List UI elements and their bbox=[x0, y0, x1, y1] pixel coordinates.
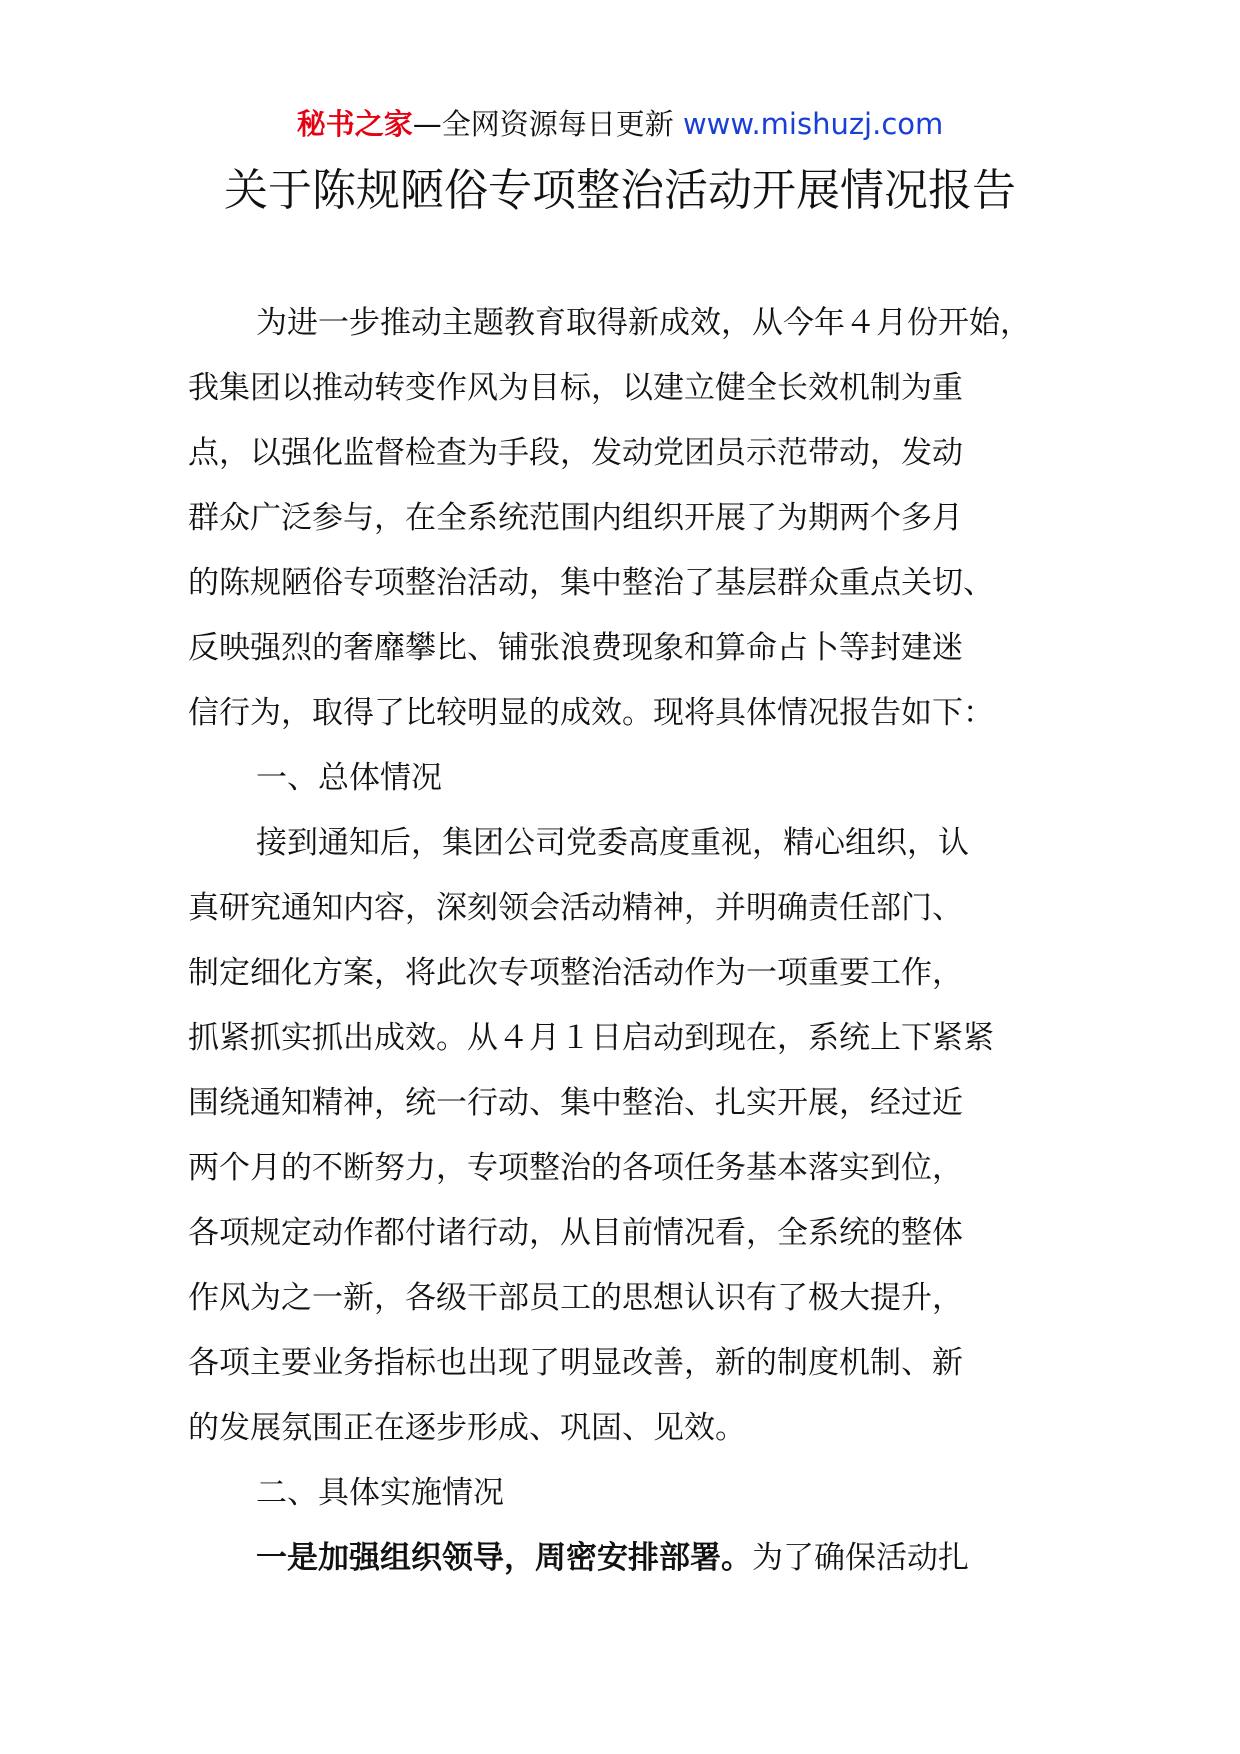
body-line: 为进一步推动主题教育取得新成效，从今年４月份开始， bbox=[256, 305, 1031, 341]
site-url: www.mishuzj.com bbox=[682, 107, 944, 141]
body-line: 各项主要业务指标也出现了明显改善，新的制度机制、新 bbox=[188, 1345, 963, 1381]
header-tagline: 全网资源每日更新 bbox=[441, 107, 683, 141]
body-line: 围绕通知精神，统一行动、集中整治、扎实开展，经过近 bbox=[188, 1085, 963, 1121]
body-line: 真研究通知内容，深刻领会活动精神，并明确责任部门、 bbox=[188, 890, 963, 926]
section-heading-overview: 一、总体情况 bbox=[256, 760, 442, 796]
document-title: 关于陈规陋俗专项整治活动开展情况报告 bbox=[224, 165, 1016, 216]
body-line: 各项规定动作都付诸行动，从目前情况看，全系统的整体 bbox=[188, 1215, 963, 1251]
body-line: 我集团以推动转变作风为目标，以建立健全长效机制为重 bbox=[188, 370, 963, 406]
brand-name: 秘书之家 bbox=[296, 107, 413, 141]
document-body bbox=[188, 291, 1088, 1591]
section-heading-implementation: 二、具体实施情况 bbox=[256, 1475, 504, 1511]
body-line: 两个月的不断努力，专项整治的各项任务基本落实到位， bbox=[188, 1150, 963, 1186]
body-line: 作风为之一新，各级干部员工的思想认识有了极大提升， bbox=[188, 1280, 963, 1316]
body-line: 信行为，取得了比较明显的成效。现将具体情况报告如下： bbox=[188, 695, 994, 731]
body-line: 抓紧抓实抓出成效。从４月１日启动到现在，系统上下紧紧 bbox=[188, 1020, 994, 1056]
header-dash: — bbox=[412, 107, 442, 141]
body-line: 接到通知后，集团公司党委高度重视，精心组织，认 bbox=[256, 825, 969, 861]
body-line: 的陈规陋俗专项整治活动，集中整治了基层群众重点关切、 bbox=[188, 565, 994, 601]
bold-lead-phrase: 一是加强组织领导，周密安排部署。 bbox=[256, 1540, 752, 1576]
body-line: 的发展氛围正在逐步形成、巩固、见效。 bbox=[188, 1410, 746, 1446]
body-line bbox=[188, 1526, 1088, 1591]
line-continuation: 为了确保活动扎 bbox=[752, 1540, 969, 1576]
source-header bbox=[0, 102, 1240, 146]
body-line: 反映强烈的奢靡攀比、铺张浪费现象和算命占卜等封建迷 bbox=[188, 630, 963, 666]
body-line: 群众广泛参与，在全系统范围内组织开展了为期两个多月 bbox=[188, 500, 963, 536]
body-line: 制定细化方案，将此次专项整治活动作为一项重要工作， bbox=[188, 955, 963, 991]
body-line: 点，以强化监督检查为手段，发动党团员示范带动，发动 bbox=[188, 435, 963, 471]
